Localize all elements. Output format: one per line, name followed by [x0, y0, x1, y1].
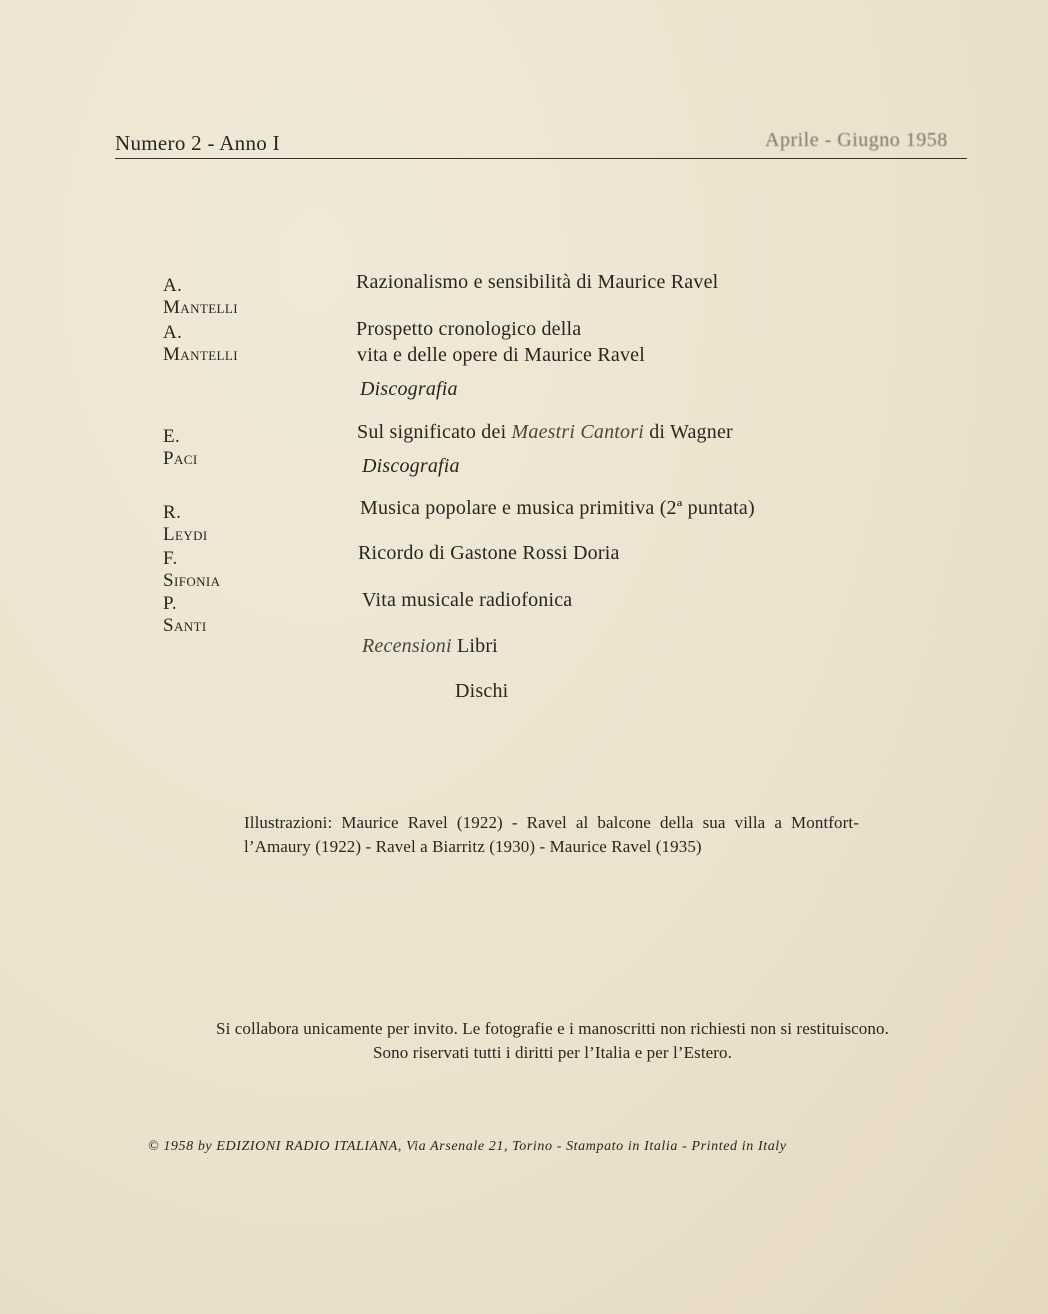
toc-title-italic: Maestri Cantori: [511, 421, 644, 443]
toc-title-continued: vita e delle opere di Maurice Ravel: [357, 344, 645, 366]
toc-title-part: di Wagner: [649, 421, 733, 443]
toc-title: Razionalismo e sensibilità di Maurice Ravel: [356, 271, 719, 293]
notice-line: Si collabora unicamente per invito. Le fotografie e i manoscritti non richiesti non si restituiscono.: [216, 1019, 889, 1038]
toc-title: Vita musicale radiofonica: [362, 589, 573, 611]
toc-title: Discografia: [360, 378, 458, 400]
toc-title: Musica popolare e musica primitiva (2ª puntata): [360, 497, 755, 519]
toc-title: [357, 421, 733, 444]
toc-author: R. Leydi: [163, 502, 208, 545]
toc-title: Prospetto cronologico della: [356, 318, 582, 340]
notice-line: Sono riservati tutti i diritti per l’Italia e per l’Estero.: [372, 1043, 733, 1062]
copyright-line: © 1958 by EDIZIONI RADIO ITALIANA, Via Arsenale 21, Torino - Stampato in Italia - Printed in Italy: [148, 1139, 787, 1154]
toc-author: F. Sifonia: [163, 548, 221, 591]
issue-number: Numero 2 - Anno I: [115, 131, 280, 155]
toc-author: A. Mantelli: [163, 322, 238, 365]
toc-title: Ricordo di Gastone Rossi Doria: [358, 542, 620, 564]
rights-notice: [150, 1017, 955, 1065]
issue-period: Aprile - Giugno 1958: [765, 129, 948, 151]
toc-title-part: Libri: [456, 635, 498, 657]
toc-title-italic: Recensioni: [362, 635, 452, 657]
toc-author: E. Paci: [163, 426, 198, 469]
header-rule: [115, 158, 967, 159]
toc-title-part: Sul significato dei: [357, 421, 507, 443]
toc-title: Dischi: [455, 680, 509, 702]
toc-title: [362, 635, 498, 658]
toc-author: A. Mantelli: [163, 275, 238, 318]
toc-author: P. Santi: [163, 593, 207, 636]
toc-title: Discografia: [362, 455, 460, 477]
illustrations-note: Illustrazioni: Maurice Ravel (1922) - Ravel al balcone della sua villa a Montfort-l’Amaury (1922) - Ravel a Biarritz (1930) - Maurice Ravel (1935): [244, 813, 859, 856]
